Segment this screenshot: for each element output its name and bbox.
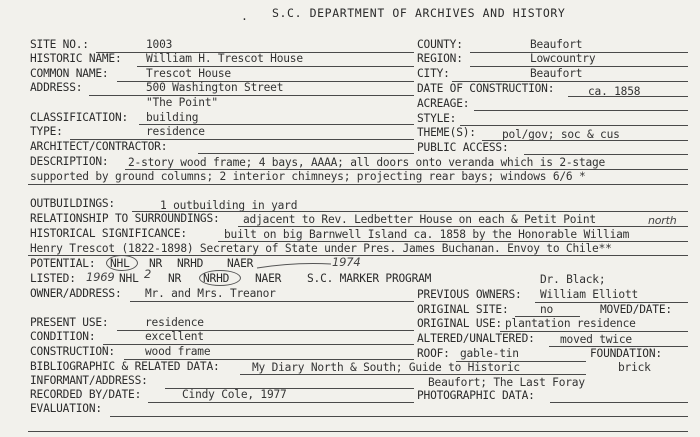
common-name-label: COMMON NAME: — [30, 67, 109, 80]
potential-label: POTENTIAL: — [30, 257, 96, 270]
date-construction-value: ca. 1858 — [588, 85, 641, 98]
historic-name-label: HISTORIC NAME: — [30, 52, 122, 65]
classification-label: CLASSIFICATION: — [30, 111, 129, 124]
recorded-by-line — [148, 402, 414, 403]
bibliographic-value-2: Beaufort; The Last Foray — [428, 376, 585, 389]
potential-handwritten-year: 1974 — [332, 255, 361, 269]
themes-label: THEME(S): — [417, 126, 476, 139]
owner-address-value: Mr. and Mrs. Treanor — [145, 287, 276, 300]
previous-owners-value: William Elliott — [540, 288, 639, 301]
listed-label: LISTED: — [30, 272, 76, 285]
themes-value: pol/gov; soc & cus — [502, 128, 620, 141]
architect-label: ARCHITECT/CONTRACTOR: — [30, 140, 168, 153]
original-site-label: ORIGINAL SITE: — [417, 303, 509, 316]
architect-line — [198, 153, 414, 154]
listed-opt-nr: NR — [168, 272, 182, 285]
owner-address-line — [130, 301, 414, 302]
roof-value: gable-tin — [460, 347, 519, 360]
date-construction-line — [568, 96, 688, 97]
type-value: residence — [146, 125, 205, 138]
owner-address-label: OWNER/ADDRESS: — [30, 287, 122, 300]
present-use-label: PRESENT USE: — [30, 316, 109, 329]
address-value: 500 Washington Street — [146, 81, 284, 94]
evaluation-label: EVALUATION: — [30, 402, 102, 415]
style-label: STYLE: — [417, 112, 457, 125]
potential-opt-nrhd: NRHD — [177, 257, 204, 270]
region-value: Lowcountry — [530, 52, 596, 65]
county-value: Beaufort — [530, 38, 583, 51]
bibliographic-label: BIBLIOGRAPHIC & RELATED DATA: — [30, 360, 220, 373]
original-site-value: no — [540, 303, 554, 316]
foundation-label: FOUNDATION: — [590, 347, 662, 360]
construction-label: CONSTRUCTION: — [30, 345, 115, 358]
public-access-label: PUBLIC ACCESS: — [417, 141, 509, 154]
altered-value: moved twice — [560, 333, 632, 346]
public-access-line — [524, 154, 688, 155]
description-line-2: supported by ground columns; 2 interior chimneys; projecting rear bays; windows 6/6 * — [30, 170, 586, 183]
listed-hand-number: 2 — [144, 267, 152, 281]
listed-nrhd-circle — [199, 270, 241, 286]
roof-label: ROOF: — [417, 347, 450, 360]
city-value: Beaufort — [530, 67, 583, 80]
relationship-label: RELATIONSHIP TO SURROUNDINGS: — [30, 212, 220, 225]
significance-line-2: Henry Trescot (1822-1898) Secretary of State under Pres. James Buchanan. Envoy to Chile** — [30, 242, 612, 255]
description-rule-2 — [28, 184, 688, 185]
significance-line-1: built on big Barnwell Island ca. 1858 by the Honorable William — [224, 228, 630, 241]
site-no-label: SITE NO.: — [30, 38, 89, 51]
moved-date-label: MOVED/DATE: — [600, 303, 672, 316]
present-use-value: residence — [145, 316, 204, 329]
bibliographic-value: My Diary North & South; Guide to Historic — [252, 361, 520, 374]
address-label: ADDRESS: — [30, 81, 83, 94]
foundation-value: brick — [618, 361, 651, 374]
original-use-label: ORIGINAL USE: — [417, 317, 502, 330]
condition-label: CONDITION: — [30, 330, 96, 343]
outbuildings-value: 1 outbuilding in yard — [160, 199, 298, 212]
construction-value: wood frame — [145, 345, 211, 358]
photographic-line — [550, 402, 688, 403]
type-label: TYPE: — [30, 125, 63, 138]
date-construction-label: DATE OF CONSTRUCTION: — [417, 82, 555, 95]
potential-opt-naer: NAER — [227, 257, 254, 270]
significance-label: HISTORICAL SIGNIFICANCE: — [30, 227, 187, 240]
original-use-value: plantation residence — [505, 317, 636, 330]
bibliographic-line — [240, 374, 586, 375]
photographic-label: PHOTOGRAPHIC DATA: — [417, 389, 535, 402]
listed-handwritten-year: 1969 — [86, 270, 115, 284]
relationship-handwritten: north — [648, 214, 677, 227]
outbuildings-label: OUTBUILDINGS: — [30, 197, 115, 210]
county-label: COUNTY: — [417, 38, 463, 51]
header-dot: . — [241, 9, 249, 23]
common-name-value: Trescot House — [146, 67, 231, 80]
recorded-by-value: Cindy Cole, 1977 — [182, 388, 287, 401]
historic-name-value: William H. Trescot House — [146, 52, 303, 65]
potential-arrow — [255, 260, 335, 272]
dr-black-note: Dr. Black; — [540, 273, 606, 286]
potential-opt-nhl: NHL — [110, 257, 130, 270]
evaluation-line-2 — [28, 431, 688, 432]
potential-nhl-circle — [106, 255, 138, 271]
listed-opt-naer: NAER — [255, 272, 282, 285]
description-line-1: 2-story wood frame; 4 bays, AAAA; all doors onto veranda which is 2-stage — [128, 156, 606, 169]
classification-value: building — [146, 111, 199, 124]
address-line — [89, 95, 414, 96]
condition-value: excellent — [145, 330, 204, 343]
listed-opt-nhl: NHL — [119, 272, 139, 285]
city-label: CITY: — [417, 67, 450, 80]
acreage-label: ACREAGE: — [417, 97, 470, 110]
recorded-by-label: RECORDED BY/DATE: — [30, 388, 142, 401]
evaluation-line — [110, 416, 688, 417]
region-label: REGION: — [417, 52, 463, 65]
altered-label: ALTERED/UNALTERED: — [417, 332, 535, 345]
address-value-2: "The Point" — [146, 96, 218, 109]
relationship-value: adjacent to Rev. Ledbetter House on each & Petit Point — [243, 213, 596, 226]
listed-opt-nrhd: NRHD — [203, 272, 230, 285]
previous-owners-label: PREVIOUS OWNERS: — [417, 288, 522, 301]
themes-line — [482, 140, 688, 141]
form-title: S.C. DEPARTMENT OF ARCHIVES AND HISTORY — [272, 6, 566, 20]
style-line — [460, 125, 688, 126]
marker-program: S.C. MARKER PROGRAM — [307, 272, 432, 285]
site-no-value: 1003 — [146, 38, 173, 51]
description-label: DESCRIPTION: — [30, 155, 109, 168]
potential-opt-nr: NR — [149, 257, 163, 270]
informant-label: INFORMANT/ADDRESS: — [30, 374, 148, 387]
acreage-line — [474, 110, 688, 111]
relationship-line — [238, 226, 688, 227]
